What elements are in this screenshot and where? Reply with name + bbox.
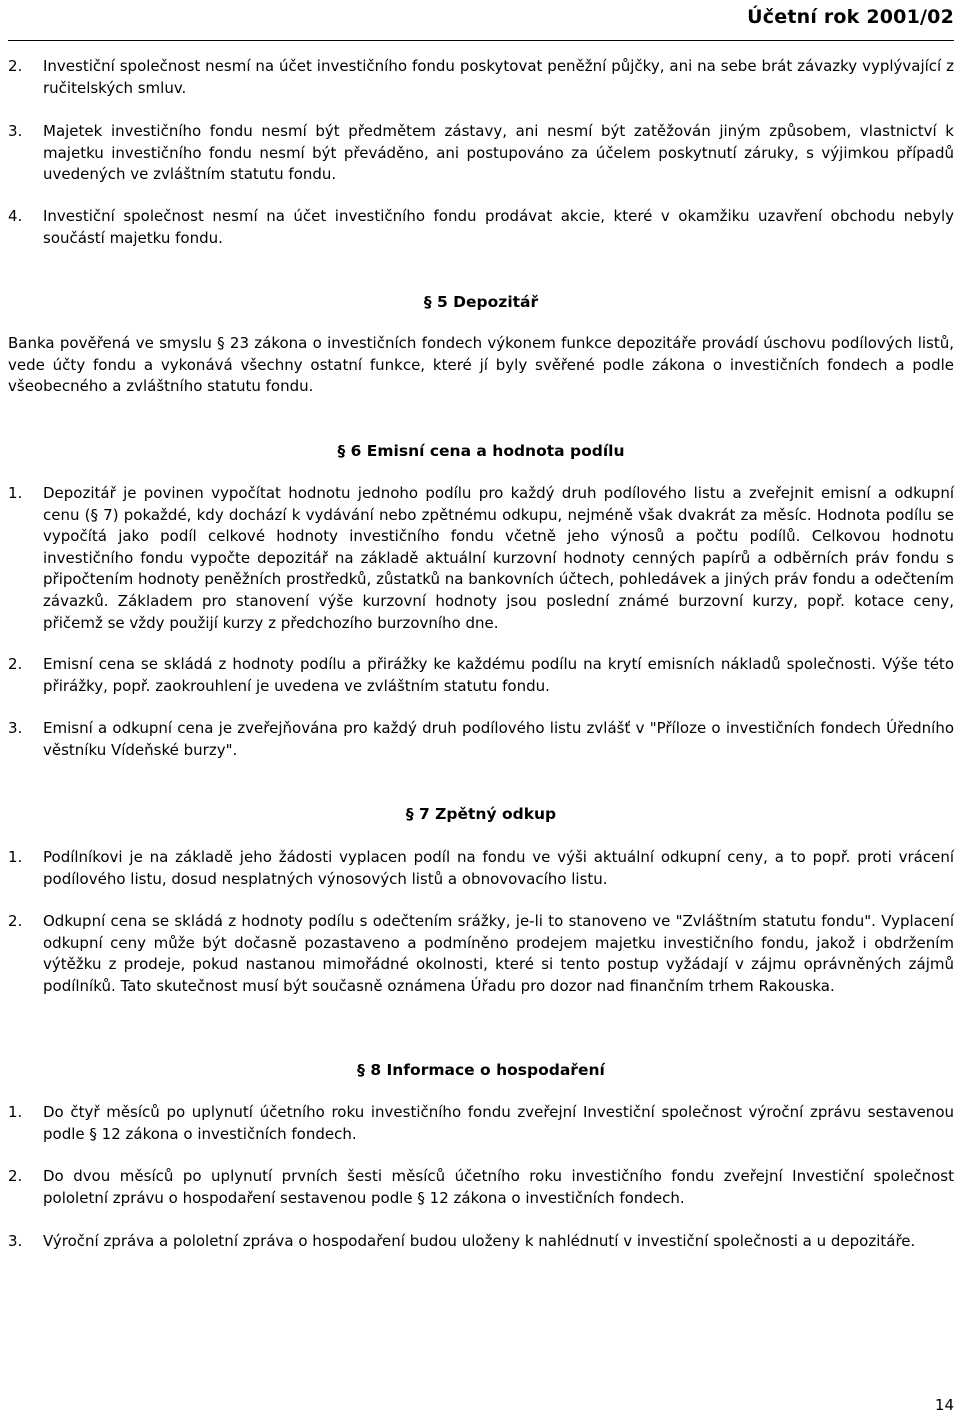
item-number: 3.	[8, 719, 23, 737]
item-text: Investiční společnost nesmí na účet investičního fondu prodávat akcie, které v okamžiku uzavření obchodu nebyly součástí majetku fondu.	[43, 207, 954, 247]
item-text: Do dvou měsíců po uplynutí prvních šesti měsíců účetního roku investičního fondu zveřejní Investiční společnost pololetní zprávu o hospodaření sestavenou podle § 12 zákona o investičních fondech.	[43, 1167, 954, 1207]
header-rule	[8, 40, 954, 41]
item-number: 2.	[8, 912, 23, 930]
section-8-item-1	[8, 1102, 954, 1145]
item-number: 2.	[8, 1167, 23, 1185]
section-7-heading: § 7 Zpětný odkup	[405, 805, 557, 823]
section-5-paragraph: Banka pověřená ve smyslu § 23 zákona o investičních fondech výkonem funkce depozitáře provádí úschovu podílových listů, vede účty fondu a vykonává všechny ostatní funkce, které jí byly svěřené podle zákona o investičních fondech a podle všeobecného a zvláštního statutu fondu.	[8, 334, 954, 396]
section-6-item-2	[8, 654, 954, 697]
item-text: Odkupní cena se skládá z hodnoty podílu s odečtením srážky, je-li to stanoveno ve "Zvláštním statutu fondu". Vyplacení odkupní ceny může být dočasně pozastaveno a podmíněno prodejem majetku investičního fondu, jakož i obdržením výtěžku z prodeje, pokud nastanou mimořádné okolnosti, které si tento postup vyžádají v zájmu oprávněných zájmů podílníků. Tato skutečnost musí být současně oznámena Úřadu pro dozor nad finančním trhem Rakouska.	[43, 912, 954, 995]
item-text: Investiční společnost nesmí na účet investičního fondu poskytovat peněžní půjčky, ani na sebe brát závazky vyplývající z ručitelských smluv.	[43, 57, 954, 97]
page-number: 14	[934, 1396, 954, 1414]
item-number: 4.	[8, 207, 23, 225]
item-text: Podílníkovi je na základě jeho žádosti vyplacen podíl na fondu ve výši aktuální odkupní ceny, a to popř. proti vrácení podílového listu, dosud nesplatných výnosových listů a obnovovacího listu.	[43, 848, 954, 888]
item-number: 3.	[8, 1232, 23, 1250]
section-6-item-3	[8, 718, 954, 761]
section-5-heading: § 5 Depozitář	[423, 293, 539, 311]
item-text: Depozitář je povinen vypočítat hodnotu jednoho podílu pro každý druh podílového listu a zveřejnit emisní a odkupní cenu (§ 7) pokaždé, kdy dochází k vydávání nebo zpětnému odkupu, nejméně však dvakrát za měsíc. Hodnota podílu se vypočítá jako podíl celkové hodnoty investičního fondu včetně jeho výnosů a počtu podílů. Celkovou hodnotu investičního fondu vypočte depozitář na základě aktuální kurzovní hodnoty cenných papírů a odběrních práv fondu s připočtením hodnoty peněžních prostředků, zůstatků na bankovních účtech, pohledávek a jiných práv fondu a odečtením závazků. Základem pro stanovení výše kurzovní hodnoty jsou poslední známé burzovní kurzy, popř. kotace ceny, přičemž se vždy použijí kurzy z předchozího burzovního dne.	[43, 484, 954, 632]
item-text: Emisní cena se skládá z hodnoty podílu a přirážky ke každému podílu na krytí emisních nákladů společnosti. Výše této přirážky, popř. zaokrouhlení je uvedena ve zvláštním statutu fondu.	[43, 655, 954, 695]
section-6-item-1	[8, 483, 954, 634]
section-8-heading: § 8 Informace o hospodaření	[357, 1061, 605, 1079]
item-number: 2.	[8, 655, 23, 673]
intro-item-3	[8, 121, 954, 186]
item-number: 2.	[8, 57, 23, 75]
item-number: 1.	[8, 848, 23, 866]
intro-item-4	[8, 206, 954, 249]
item-text: Emisní a odkupní cena je zveřejňována pro každý druh podílového listu zvlášť v "Příloze o investičních fondech Úředního věstníku Vídeňské burzy".	[43, 719, 954, 759]
section-8-item-3	[8, 1231, 954, 1253]
section-7-item-2	[8, 911, 954, 997]
section-8-item-2	[8, 1166, 954, 1209]
section-7-item-1	[8, 847, 954, 890]
item-text: Majetek investičního fondu nesmí být předmětem zástavy, ani nesmí být zatěžován jiným způsobem, vlastnictví k majetku investičního fondu nesmí být převáděno, ani postupováno za účelem poskytnutí záruky, s výjimkou případů uvedených ve zvláštním statutu fondu.	[43, 122, 954, 184]
item-number: 1.	[8, 1103, 23, 1121]
section-6-heading: § 6 Emisní cena a hodnota podílu	[337, 442, 625, 460]
intro-item-2	[8, 56, 954, 99]
item-number: 1.	[8, 484, 23, 502]
item-text: Do čtyř měsíců po uplynutí účetního roku investičního fondu zveřejní Investiční společnost výroční zprávu sestavenou podle § 12 zákona o investičních fondech.	[43, 1103, 954, 1143]
item-text: Výroční zpráva a pololetní zpráva o hospodaření budou uloženy k nahlédnutí v investiční společnosti a u depozitáře.	[43, 1232, 916, 1250]
item-number: 3.	[8, 122, 23, 140]
page-header: Účetní rok 2001/02	[747, 6, 954, 28]
